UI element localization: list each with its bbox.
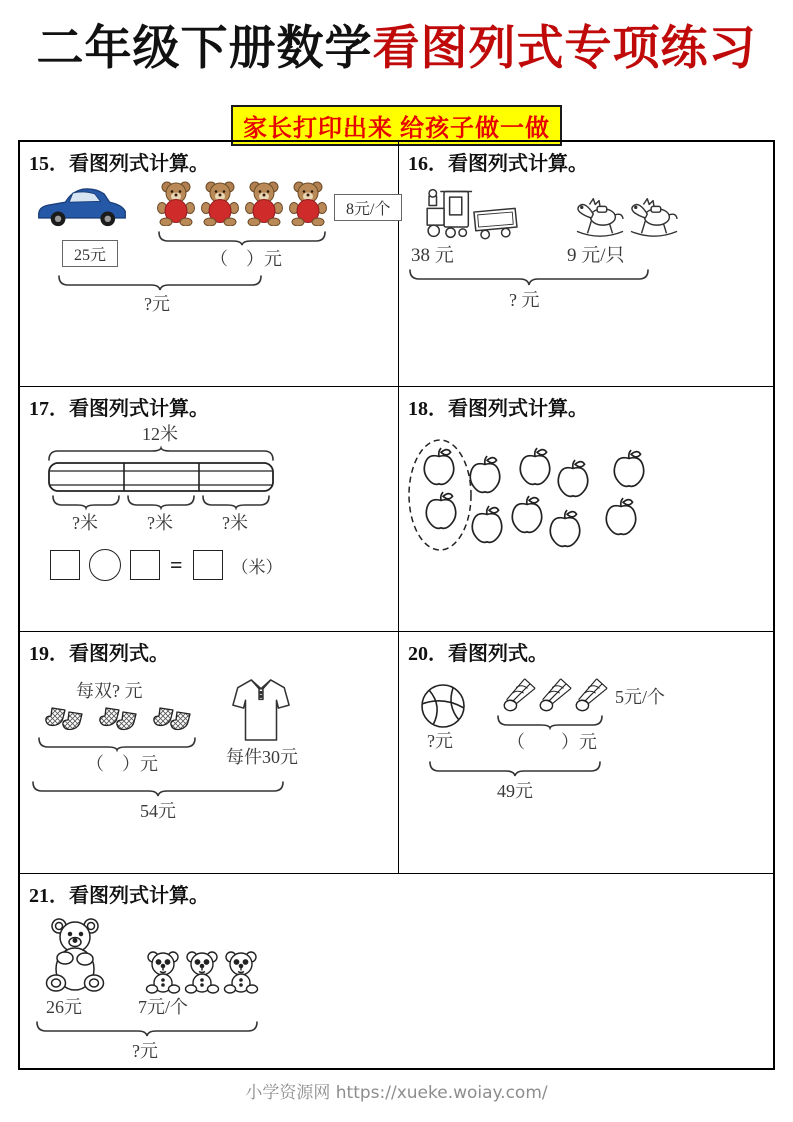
bears-brace	[158, 232, 326, 246]
sock-pair-icon	[148, 706, 194, 736]
problem-21-cell	[20, 874, 773, 1068]
total-label: 54元	[140, 801, 176, 821]
problem-16-heading	[408, 147, 588, 176]
socks-brace	[38, 738, 196, 751]
problem-20-title: 看图列式。	[448, 643, 548, 665]
problem-18-cell	[399, 387, 773, 632]
teddy-bear-icon	[244, 180, 284, 226]
problem-18-title: 看图列式计算。	[448, 398, 588, 420]
problem-19-cell	[20, 632, 399, 874]
segmented-bar	[48, 462, 274, 492]
problem-17-title: 看图列式计算。	[69, 398, 209, 420]
segment-brace	[202, 496, 270, 509]
equals-sign: =	[170, 552, 183, 577]
socks-sum-label: （ ）元	[86, 754, 158, 774]
small-bear-icon	[183, 950, 221, 994]
problem-15-cell	[20, 142, 399, 387]
segment-label-1: ?米	[72, 513, 98, 533]
apple-icon	[517, 447, 553, 487]
big-bear-price-label: 26元	[46, 997, 82, 1017]
rocking-horse-icon	[627, 192, 681, 240]
problem-17-figure	[28, 423, 394, 629]
segment-label-3: ?米	[222, 513, 248, 533]
problem-18-number: 18．	[408, 398, 448, 420]
problem-20-cell	[399, 632, 773, 874]
title-topic-part: 看图列式专项练习	[372, 23, 757, 75]
problem-18-heading	[408, 392, 588, 421]
bear-unit-price-box: 8元/个	[334, 194, 402, 221]
problem-20-figure	[407, 668, 769, 871]
segment-label-2: ?米	[147, 513, 173, 533]
big-bear-icon	[42, 916, 110, 994]
problem-16-number: 16．	[408, 153, 448, 175]
problem-15-number: 15．	[29, 153, 69, 175]
teddy-bear-icon	[156, 180, 196, 226]
rocking-horse-icon	[573, 192, 627, 240]
teddy-bear-icon	[288, 180, 328, 226]
shuttlecock-icon	[571, 676, 609, 714]
small-bear-icon	[222, 950, 260, 994]
apple-icon	[555, 459, 591, 499]
problem-15-heading	[29, 147, 209, 176]
total-brace	[36, 1022, 258, 1037]
total-length-brace	[48, 447, 274, 460]
apple-icon	[509, 495, 545, 535]
parent-note-banner: 家长打印出来 给孩子做一做	[231, 105, 562, 146]
shirt-price-label: 每件30元	[226, 747, 298, 767]
basketball-icon	[419, 682, 467, 730]
segment-brace	[127, 496, 195, 509]
car-price-box: 25元	[62, 240, 118, 267]
footer-credit: 小学资源网 https://xueke.woiay.com/	[245, 1083, 548, 1103]
total-brace	[429, 762, 601, 777]
problem-21-number: 21．	[29, 885, 69, 907]
apple-icon	[421, 447, 457, 487]
problems-table	[18, 140, 775, 1070]
sock-pair-icon	[94, 706, 140, 736]
equation-unit-label: （米）	[231, 557, 283, 577]
shuttlecock-icon	[535, 676, 573, 714]
total-label: ? 元	[509, 290, 540, 310]
problem-21-heading	[29, 879, 209, 908]
problem-16-cell	[399, 142, 773, 387]
apple-icon	[467, 455, 503, 495]
apple-icon	[469, 505, 505, 545]
total-brace	[58, 276, 262, 291]
shuttle-unit-price-label: 5元/个	[615, 687, 666, 707]
title-grade-part: 二年级下册数学	[36, 23, 373, 75]
total-label: ?元	[132, 1041, 158, 1061]
problem-19-number: 19．	[29, 643, 69, 665]
problem-16-title: 看图列式计算。	[448, 153, 588, 175]
equation-row	[50, 549, 283, 581]
small-bear-unit-price-label: 7元/个	[138, 997, 189, 1017]
problem-19-title: 看图列式。	[69, 643, 169, 665]
problem-17-heading	[29, 392, 209, 421]
train-price-label: 38 元	[411, 245, 454, 266]
shuttles-sum-label: （ ）元	[507, 732, 597, 752]
problem-16-figure	[407, 178, 769, 384]
equation-box-3	[193, 550, 223, 580]
problem-15-figure	[28, 178, 394, 384]
ball-price-label: ?元	[427, 731, 453, 751]
problem-19-figure	[28, 668, 394, 871]
problem-19-heading	[29, 637, 169, 666]
problem-20-number: 20．	[408, 643, 448, 665]
apple-icon	[603, 497, 639, 537]
problem-17-number: 17．	[29, 398, 69, 420]
teddy-bear-icon	[200, 180, 240, 226]
sock-pair-price-label: 每双? 元	[76, 681, 143, 701]
total-brace	[409, 270, 649, 286]
bears-sum-label: （ ）元	[210, 249, 282, 269]
problem-15-title: 看图列式计算。	[69, 153, 209, 175]
apple-icon	[611, 449, 647, 489]
problem-17-cell	[20, 387, 399, 632]
shuttles-brace	[497, 716, 603, 729]
total-brace	[32, 782, 284, 797]
problem-18-figure	[407, 423, 769, 629]
horse-unit-price-label: 9 元/只	[567, 245, 625, 266]
toy-train-icon	[421, 184, 525, 242]
total-label: ?元	[144, 294, 170, 314]
sock-pair-icon	[40, 706, 86, 736]
problem-20-heading	[408, 637, 548, 666]
page-title	[0, 24, 793, 76]
equation-box-2	[130, 550, 160, 580]
total-label: 49元	[497, 781, 533, 801]
shuttlecock-icon	[499, 676, 537, 714]
problem-21-title: 看图列式计算。	[69, 885, 209, 907]
small-bear-icon	[144, 950, 182, 994]
equation-box-1	[50, 550, 80, 580]
shirt-icon	[230, 676, 292, 744]
problem-21-figure	[28, 910, 769, 1066]
toy-car-icon	[36, 180, 128, 230]
apple-icon	[423, 491, 459, 531]
segment-brace	[52, 496, 120, 509]
equation-operator-circle	[89, 549, 121, 581]
total-length-label: 12米	[142, 424, 178, 444]
apple-icon	[547, 509, 583, 549]
